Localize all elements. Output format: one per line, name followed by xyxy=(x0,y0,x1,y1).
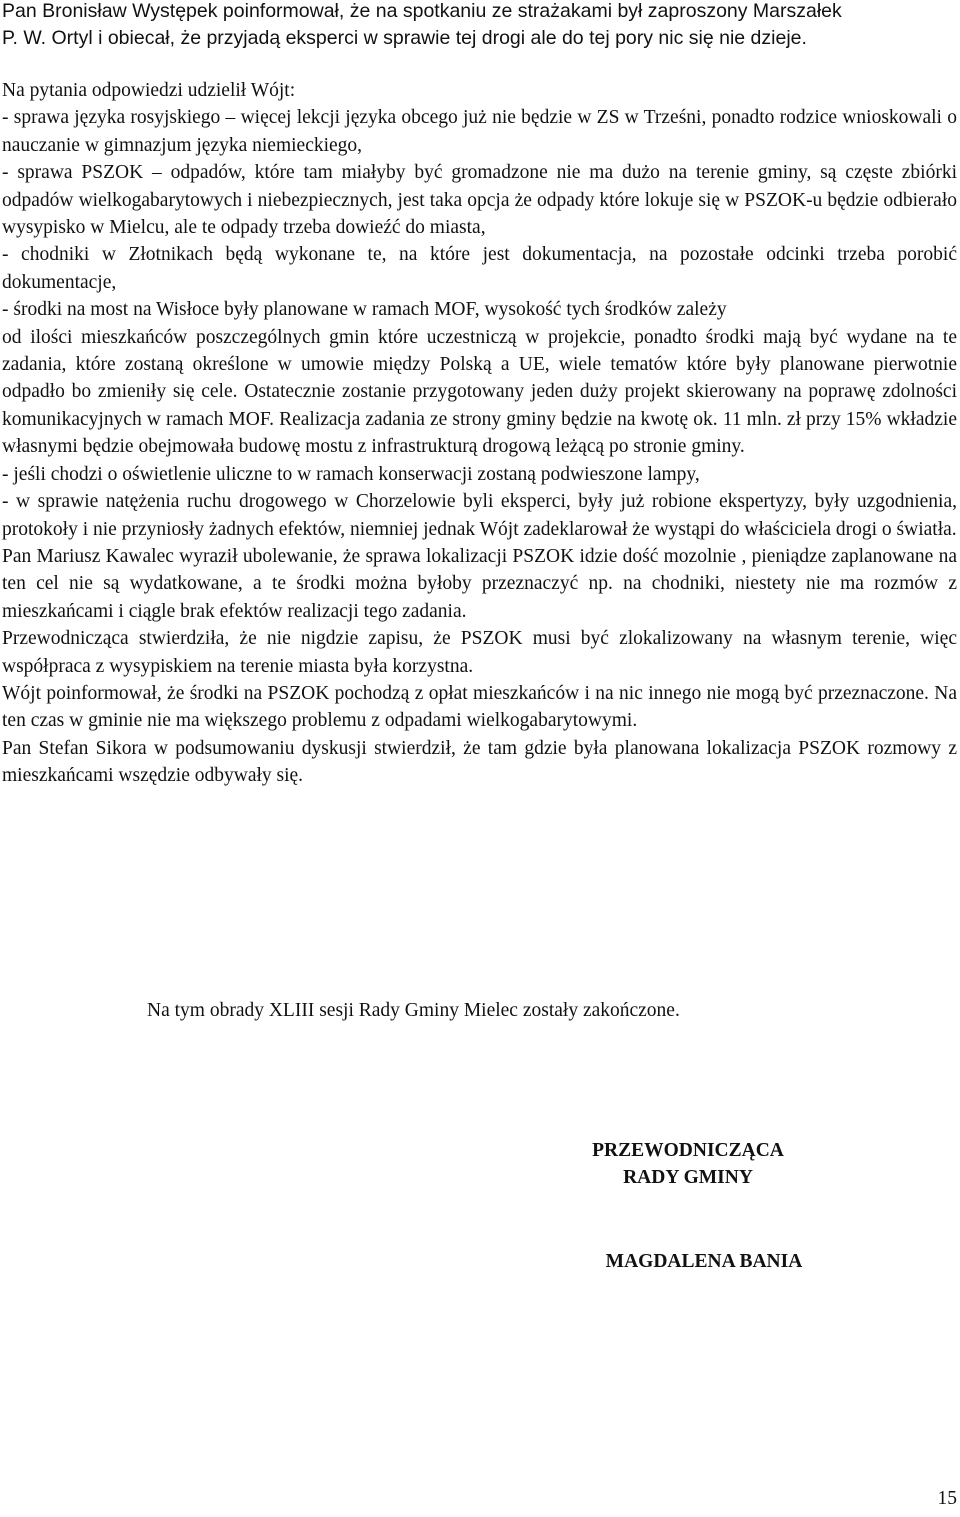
paragraph-pszok: - sprawa PSZOK – odpadów, które tam miałyby być gromadzone nie ma dużo na terenie gminy, są częste zbiórki odpadów wielkogabarytowych i niebezpiecznych, jest taka opcja że odpady które lokuje się w PSZOK-u będzie odbierało wysypisko w Mielcu, ale te odpady trzeba dowieźć do miasta, xyxy=(2,162,957,239)
intro-paragraph xyxy=(2,0,957,52)
paragraph-wojt-funds: Wójt poinformował, że środki na PSZOK pochodzą z opłat mieszkańców i na nic innego nie mogą być przeznaczone. Na ten czas w gminie nie ma większego problemu z odpadami wielkogabarytowymi. xyxy=(2,682,957,732)
page-number: 15 xyxy=(937,1488,957,1509)
intro-line-1: Pan Bronisław Występek poinformował, że na spotkaniu ze strażakami był zaproszony Marszałek xyxy=(2,0,842,22)
session-closing-statement: Na tym obrady XLIII sesji Rady Gminy Mielec zostały zakończone. xyxy=(147,1000,680,1021)
paragraph-sidewalks: - chodniki w Złotnikach będą wykonane te, na które jest dokumentacja, na pozostałe odcinki trzeba porobić dokumentacje, xyxy=(2,244,957,293)
paragraph-kawalec: Pan Mariusz Kawalec wyraził ubolewanie, że sprawa lokalizacji PSZOK idzie dość mozolnie , pieniądze zaplanowane na ten cel nie są wydatkowane, a te środki można byłoby przeznaczyć np. na chodniki, niestety nie ma rozmów z mieszkańcami i ciągle brak efektów realizacji tego zadania. xyxy=(2,545,957,622)
paragraph-chairwoman: Przewodnicząca stwierdziła, że nie nigdzie zapisu, że PSZOK musi być zlokalizowany na własnym terenie, więc współpraca z wysypiskiem na terenie miasta była korzystna. xyxy=(2,628,957,677)
minutes-body xyxy=(2,77,957,790)
paragraph-bridge-funds: - środki na most na Wisłoce były planowane w ramach MOF, wysokość tych środków zależy xyxy=(2,299,727,321)
paragraph-sikora: Pan Stefan Sikora w podsumowaniu dyskusji stwierdził, że tam gdzie była planowana lokalizacja PSZOK rozmowy z mieszkańcami wszędzie odbywały się. xyxy=(2,737,957,787)
signature-title-line-1: PRZEWODNICZĄCA xyxy=(592,1140,784,1161)
paragraph-bridge-details: od ilości mieszkańców poszczególnych gmin które uczestniczą w projekcie, ponadto środki mają być wydane na te zadania, które zostaną określone w umowie między Polską a UE, wiele tematów które były planowane pierwotnie odpadło bo zmieniły się cele. Ostatecznie zostanie przygotowany jeden duży projekt skierowany na poprawę zdolności komunikacyjnych w ramach MOF. Realizacja zadania ze strony gminy będzie na kwotę ok. 11 mln. zł przy 15% wkładzie własnymi będzie obejmowała budowę mostu z infrastrukturą drogową leżącą po stronie gminy. xyxy=(2,326,957,458)
signature-title-line-2: RADY GMINY xyxy=(623,1167,753,1188)
intro-line-2: P. W. Ortyl i obiecał, że przyjadą eksperci w sprawie tej drogi ale do tej pory nic się nie dzieje. xyxy=(2,27,807,49)
paragraph-traffic: - w sprawie natężenia ruchu drogowego w Chorzelowie byli eksperci, były już robione ekspertyzy, były uzgodnienia, protokoły i nie przyniosły żadnych efektów, niemniej jednak Wójt zadeklarował że wystąpi do właściciela drogi o światła. xyxy=(2,491,957,540)
signature-name: MAGDALENA BANIA xyxy=(605,1251,803,1272)
paragraph-russian-language: - sprawa języka rosyjskiego – więcej lekcji języka obcego już nie będzie w ZS w Trześni, ponadto rodzice wnioskowali o nauczanie w gimnazjum języka niemieckiego, xyxy=(2,107,957,156)
paragraph-street-lighting: - jeśli chodzi o oświetlenie uliczne to w ramach konserwacji zostaną podwieszone lampy, xyxy=(2,463,700,485)
paragraph-answers-header: Na pytania odpowiedzi udzielił Wójt: xyxy=(2,80,296,101)
